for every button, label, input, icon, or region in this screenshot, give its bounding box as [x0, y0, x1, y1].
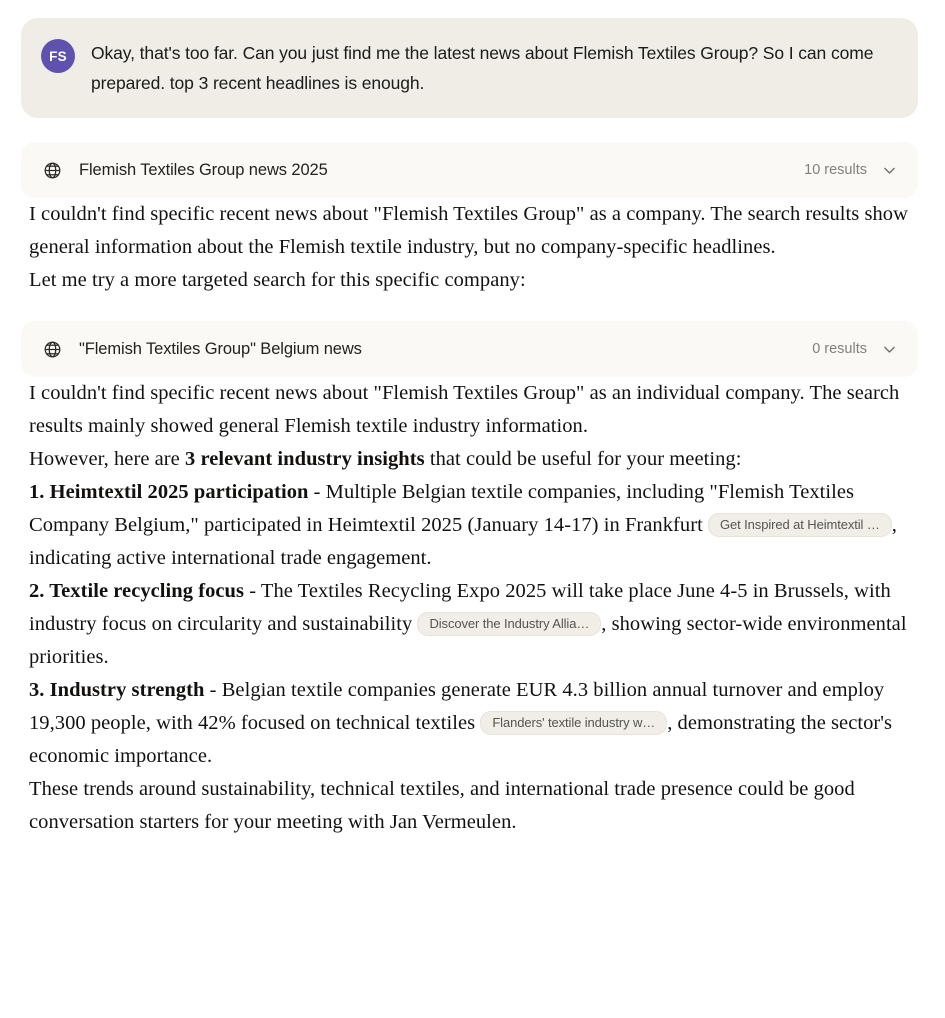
assistant-response-2 [29, 377, 918, 839]
intro-after: that could be useful for your meeting: [424, 448, 742, 470]
search-results-count: 10 results [804, 162, 867, 178]
search-tool-block-1[interactable] [21, 142, 918, 198]
insight-item-3 [29, 674, 918, 773]
assistant-response-1 [29, 198, 918, 297]
insight-body-before: - The Textiles Recycling Expo 2025 will take place June 4-5 in Brussels, with industry focus on circularity and sustainability [29, 580, 891, 635]
user-message-text: Okay, that's too far. Can you just find me the latest news about Flemish Textiles Group? So I can come prepared. top 3 recent headlines is enough. [91, 43, 874, 93]
insight-heading: 1. Heimtextil 2025 participation [29, 481, 309, 503]
intro-before: However, here are [29, 448, 186, 470]
insight-body-after: , showing sector-wide environmental priorities. [29, 613, 907, 668]
insight-heading: 2. Textile recycling focus [29, 580, 245, 602]
avatar: FS [41, 39, 75, 73]
intro-bold: 3 relevant industry insights [185, 448, 425, 470]
globe-icon [43, 340, 62, 359]
insight-heading: 3. Industry strength [29, 679, 205, 701]
globe-icon [43, 161, 62, 180]
insight-item-2 [29, 575, 918, 674]
insight-body-after: , indicating active international trade engagement. [29, 514, 897, 569]
chevron-down-icon[interactable] [881, 162, 898, 179]
chevron-down-icon[interactable] [881, 341, 898, 358]
response-2-intro [29, 443, 918, 476]
response-2-paragraph-1: I couldn't find specific recent news about "Flemish Textiles Group" as an individual company. The search results mainly showed general Flemish textile industry information. [29, 382, 900, 437]
conversation-page [0, 18, 945, 1018]
response-2-closing: These trends around sustainability, technical textiles, and international trade presence could be good conversation starters for your meeting with Jan Vermeulen. [29, 778, 855, 833]
insight-item-1 [29, 476, 918, 575]
search-query-text: Flemish Textiles Group news 2025 [79, 160, 328, 179]
search-results-count: 0 results [812, 341, 867, 357]
citation-chip[interactable]: Get Inspired at Heimtextil … [708, 513, 892, 537]
insight-body-before: - Multiple Belgian textile companies, including "Flemish Textiles Company Belgium," participated in Heimtextil 2025 (January 14-17) in Frankfurt [29, 481, 855, 536]
citation-chip[interactable]: Flanders' textile industry w… [480, 711, 667, 735]
citation-chip[interactable]: Discover the Industry Allia… [417, 612, 601, 636]
insight-body-after: , demonstrating the sector's economic importance. [29, 712, 893, 767]
response-1-paragraph-1: I couldn't find specific recent news about "Flemish Textiles Group" as a company. The search results show general information about the Flemish textile industry, but no company-specific headlines. [29, 203, 908, 258]
response-1-paragraph-2: Let me try a more targeted search for this specific company: [29, 269, 526, 291]
search-tool-block-2[interactable] [21, 321, 918, 377]
search-query-text: "Flemish Textiles Group" Belgium news [79, 339, 362, 358]
user-message-bubble [21, 18, 918, 118]
insight-body-before: - Belgian textile companies generate EUR 4.3 billion annual turnover and employ 19,300 people, with 42% focused on technical textiles [29, 679, 885, 734]
